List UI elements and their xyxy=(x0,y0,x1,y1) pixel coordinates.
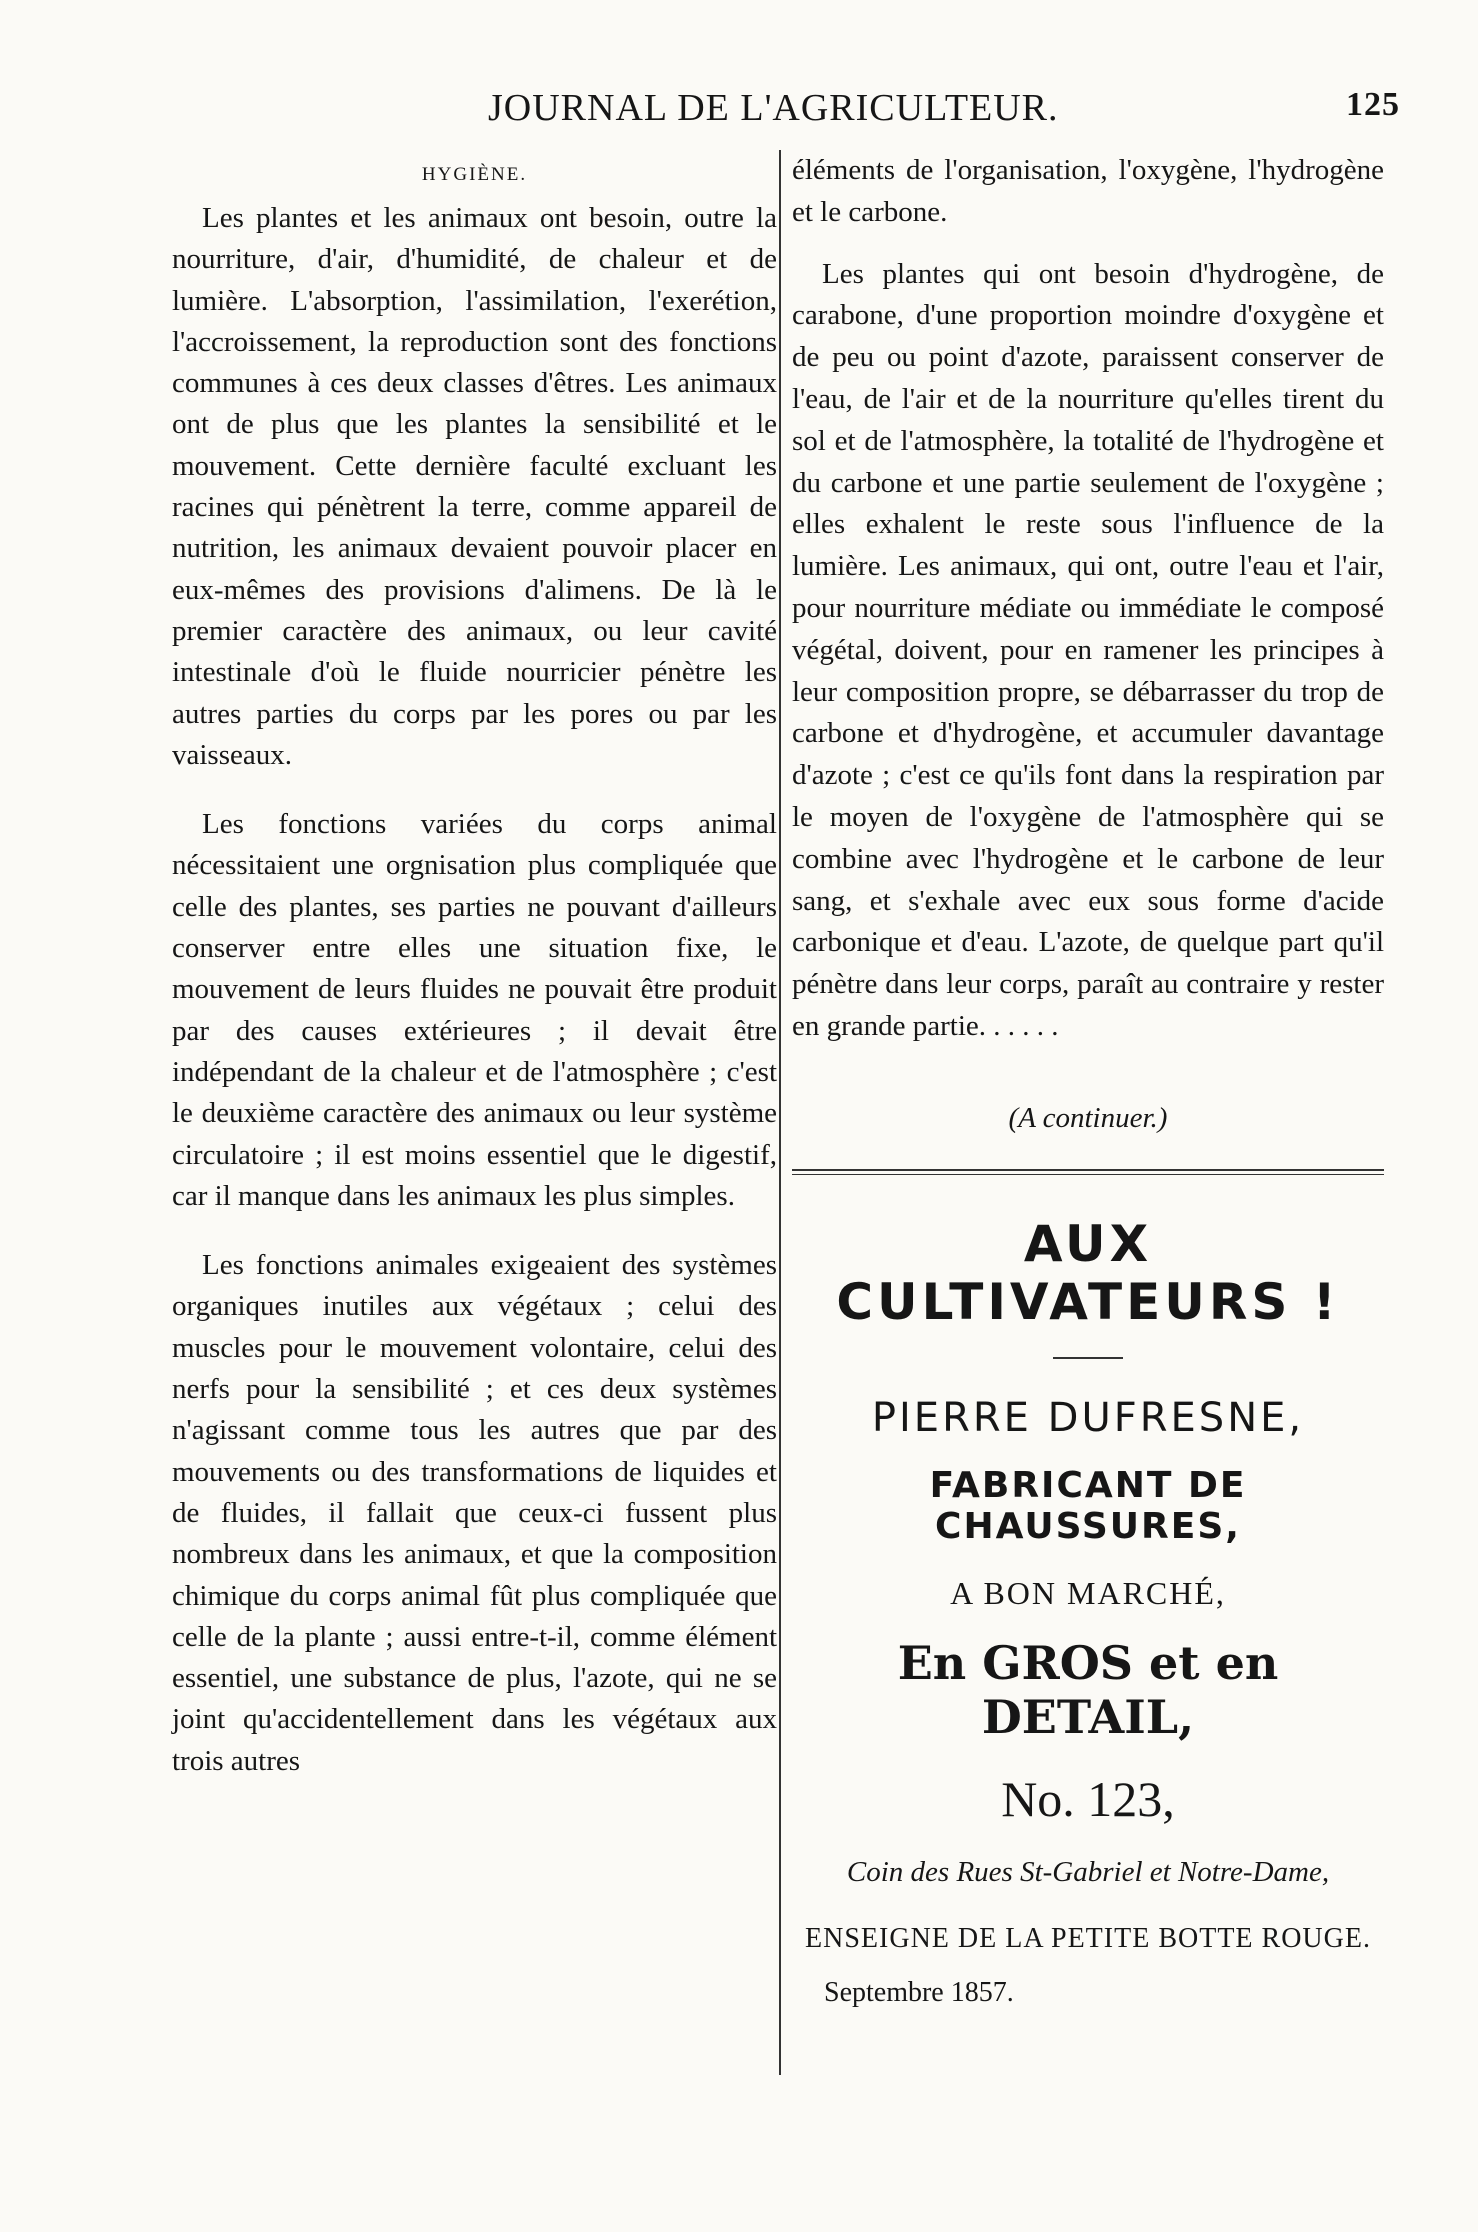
advertisement xyxy=(792,1215,1384,2009)
article-paragraph-3: Les fonctions animales exigeaient des systèmes organiques inutiles aux végétaux ; celui des muscles pour le mouvement volontaire, celui des nerfs pour la sensibilité ; et ces deux systèmes n'agissant comme tous les autres que par des mouvements ou des transformations de liquides et de fluides, il fallait que ceux-ci fussent plus nombreux dans les animaux, et que la composition chimique du corps animal fût plus compliquée que celle de la plante ; aussi entre-t-il, comme élément essentiel, une substance de plus, l'azote, qui ne se joint qu'accidentellement dans les végétaux aux trois autres xyxy=(172,1249,777,1777)
ad-trade: FABRICANT DE CHAUSSURES, xyxy=(929,1464,1247,1547)
ad-rule xyxy=(1053,1357,1123,1359)
section-separator xyxy=(792,1169,1384,1175)
article-continuation: éléments de l'organisation, l'oxygène, l'hydrogène et le carbone. xyxy=(792,154,1384,228)
ad-shop-sign: ENSEIGNE DE LA PETITE BOTTE ROUGE. xyxy=(805,1922,1371,1954)
column-divider xyxy=(779,150,781,2075)
to-be-continued: (A continuer.) xyxy=(1008,1101,1168,1134)
article-paragraph-2: Les fonctions variées du corps animal nécessitaient une orgnisation plus compliquée que celle des plantes, ses parties ne pouvant d'ailleurs conserver entre elles une situation fixe, le mouvement de leurs fluides ne pouvait être produit par des causes extérieures ; il devait être indépendant de la chaleur et de l'atmosphère ; c'est le deuxième caractère des animaux ou leur système circulatoire ; il est moins essentiel que le digestif, car il manque dans les animaux les plus simples. xyxy=(172,808,777,1212)
ad-street-number: No. 123, xyxy=(1001,1770,1175,1827)
ad-date: Septembre 1857. xyxy=(824,1976,1014,2008)
article-paragraph-4: Les plantes qui ont besoin d'hydrogène, de carabone, d'une proportion moindre d'oxygène et de peu ou point d'azote, paraissent conserver de l'eau, de l'air et de la nourriture qu'elles tirent du sol et de l'atmosphère, la totalité de l'hydrogène et du carbone et une partie seulement de l'oxygène ; elles exhalent le reste sous l'influence de la lumière. Les animaux, qui ont, outre l'eau et l'air, pour nourriture médiate ou immédiate le composé végétal, doivent, pour en ramener les principes à leur composition propre, se débarrasser du trop de carbone et d'hydrogène, et accumuler davantage d'azote ; c'est ce qu'ils font dans la respiration par le moyen de l'oxygène de l'atmosphère qui se combine avec l'hydrogène et le carbone de leur sang, et s'exhale avec eux sous forme d'acide carbonique et d'eau. L'azote, de quelque part qu'il pénètre dans leur corps, paraît au contraire y rester en grande partie. . . . . . xyxy=(792,257,1384,1042)
right-column xyxy=(792,150,1384,2009)
page-number: 125 xyxy=(1346,86,1400,123)
ad-headline: AUX CULTIVATEURS ! xyxy=(836,1214,1340,1331)
ad-price: A BON MARCHÉ, xyxy=(950,1574,1226,1611)
journal-title: JOURNAL DE L'AGRICULTEUR. xyxy=(488,87,1059,129)
ad-sale-type: En GROS et en DETAIL, xyxy=(897,1635,1279,1744)
left-column xyxy=(172,150,777,1810)
ad-address: Coin des Rues St-Gabriel et Notre-Dame, xyxy=(846,1855,1330,1888)
ad-merchant-name: PIERRE DUFRESNE, xyxy=(871,1394,1305,1441)
article-paragraph-1: Les plantes et les animaux ont besoin, outre la nourriture, d'air, d'humidité, de chaleur et de lumière. L'absorption, l'assimilation, l'exerétion, l'accroissement, la reproduction sont des fonctions communes à ces deux classes d'êtres. Les animaux ont de plus que les plantes la sensibilité et le mouvement. Cette dernière faculté excluant les racines qui pénètrent la terre, comme appareil de nutrition, les animaux devaient pouvoir placer en eux-mêmes des provisions d'alimens. De là le premier caractère des animaux, ou leur cavité intestinale d'où le fluide nourricier pénètre les autres parties du corps par les pores ou par les vaisseaux. xyxy=(172,202,777,771)
page-header xyxy=(470,78,1400,128)
section-title: HYGIÈNE. xyxy=(421,164,528,185)
